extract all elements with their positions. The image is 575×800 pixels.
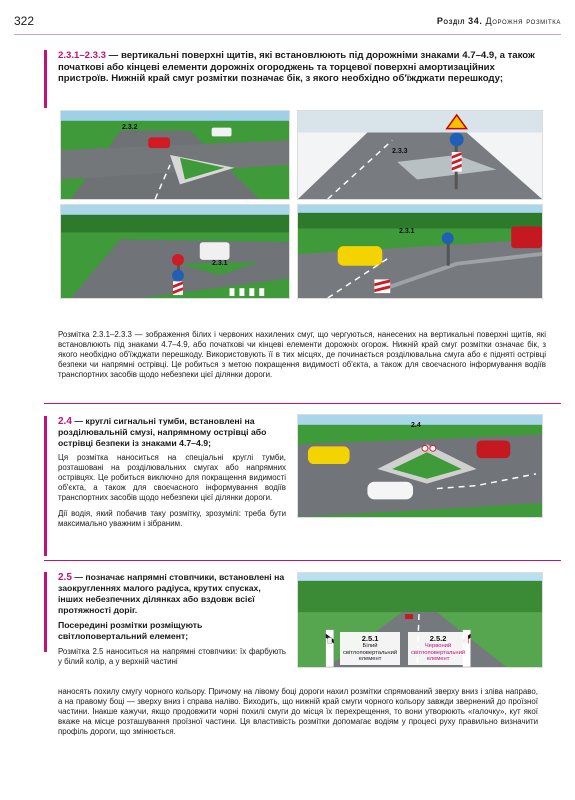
marking-code: 2.5 — [58, 572, 72, 583]
plate-line: Білий — [362, 643, 378, 649]
plate-code: 2.5.2 — [429, 634, 447, 643]
section-title: Дорожня розмітка — [485, 16, 561, 26]
lead-text: — круглі сигнальні тумби, встановлені на розділювальній смузі, напрямному острівці або острівці безпеки із знаками 4.7–4.9; — [58, 416, 267, 448]
illustration-2-4 — [297, 414, 543, 518]
plate-line: світлоповертальний — [343, 649, 398, 656]
section-2-5-description-start: Розмітка 2.5 наноситься на напрямні стовпчики: їх фарбують у білий колір, а у верхній частині — [58, 647, 286, 666]
illustration-label: 2.3.3 — [392, 148, 408, 155]
plate-code: 2.5.1 — [361, 634, 379, 643]
illustration-label: 2.4 — [411, 422, 421, 429]
illustration-2-3-1-a — [60, 204, 290, 299]
section-2-4 — [58, 416, 286, 529]
section-marker — [44, 416, 47, 556]
plate-2-5-1 — [340, 632, 400, 665]
section-2-5-description: наносять похилу смугу чорного кольору. Причому на лівому боці дороги нахил розмітки спрямований зверху вниз і зліва направо, а на правому боці — зверху вниз і справа наліво. Виходить, що нижній край смуги чорного кольору завжди звернений до проїзної частини. Інакше кажучи, якщо продовжити чорні похилі смуги до місця їх перехрещення, то вони утворюють «галочку», кут якої вкаже на місце розташування проїзної частини. Ця властивість розмітки допомагає водіям у процесі руху правильно визначити профіль дороги, що змінюється. — [58, 687, 538, 736]
section-separator — [44, 403, 561, 404]
plate-2-5-2 — [408, 632, 468, 665]
marking-code: 2.3.1–2.3.3 — [58, 50, 107, 61]
illustration-2-3-1-b — [297, 204, 543, 299]
section-2-5-lead — [58, 572, 286, 616]
section-2-3-lead — [58, 50, 546, 85]
plate-line: елемент — [426, 656, 450, 663]
plate-line: світлоповертальний — [411, 649, 466, 656]
plate-line: елемент — [358, 656, 382, 663]
section-2-3-description: Розмітка 2.3.1–2.3.3 — зображення білих і червоних нахилених смуг, що чергуються, нанесених на вертикальні поверхні щитів, які встановлюють під знаками 4.7–4.9, або початкові чи кінцеві елементи дорожніх огорож. Нижній край смуг розмітки означає бік, з якого необхідно об'їжджати перешкоду. Використовують її в тих місцях, де починається розділювальна смуга або є підняті острівці безпеки чи напрямні острівці. Це робиться з метою покращення видимості об'єкта, а також для своєчасного інформування водіїв транспортних засобів щодо небезпеки цієї ділянки дороги. — [58, 330, 546, 379]
lead-text: — позначає напрямні стовпчики, встановлені на заокругленнях малого радіуса, крутих спусках, інших небезпечних ділянках або вздовж всієї протяжності доріг. — [58, 572, 285, 615]
section-label: Розділ 34. — [436, 16, 483, 26]
section-2-5 — [58, 572, 286, 667]
illustration-label: 2.3.2 — [122, 124, 138, 131]
illustration-label: 2.3.1 — [212, 260, 228, 267]
illustration-2-3-3 — [297, 110, 543, 200]
page-number: 322 — [14, 14, 35, 28]
section-separator — [44, 560, 561, 561]
section-marker — [44, 572, 47, 652]
lead-text: — вертикальні поверхні щитів, які встановлюють під дорожніми знаками 4.7–4.9, а також початкові або кінцеві елементи дорожніх огороджень та торцевої поверхні амортизаційних пристроїв. Нижній край смуг розмітки позначає бік, з якого необхідно об'їжджати перешкоду; — [58, 50, 535, 85]
section-header — [437, 16, 561, 26]
plate-line: Червоний — [424, 643, 452, 649]
top-rule — [14, 34, 561, 35]
section-2-5-lead-2: Посередині розмітки розміщують світлоповертальний елемент; — [58, 620, 203, 641]
illustration-2-3-2 — [60, 110, 290, 200]
section-2-4-note: Дії водія, який побачив таку розмітку, зрозумілі: треба бути максимально уважним і зібраним. — [58, 509, 286, 528]
section-marker — [44, 50, 47, 108]
marking-code: 2.4 — [58, 416, 72, 427]
illustration-label: 2.3.1 — [399, 228, 415, 235]
section-2-4-description: Ця розмітка наноситься на спеціальні круглі тумби, розташовані на розділювальних смугах або напрямних острівцях. Це робиться виключно для покращення видимості об'єкта, а також для своєчасного інформування водіїв транспортних засобів щодо небезпеки цієї ділянки дороги. — [58, 453, 286, 502]
section-2-4-lead — [58, 416, 286, 449]
